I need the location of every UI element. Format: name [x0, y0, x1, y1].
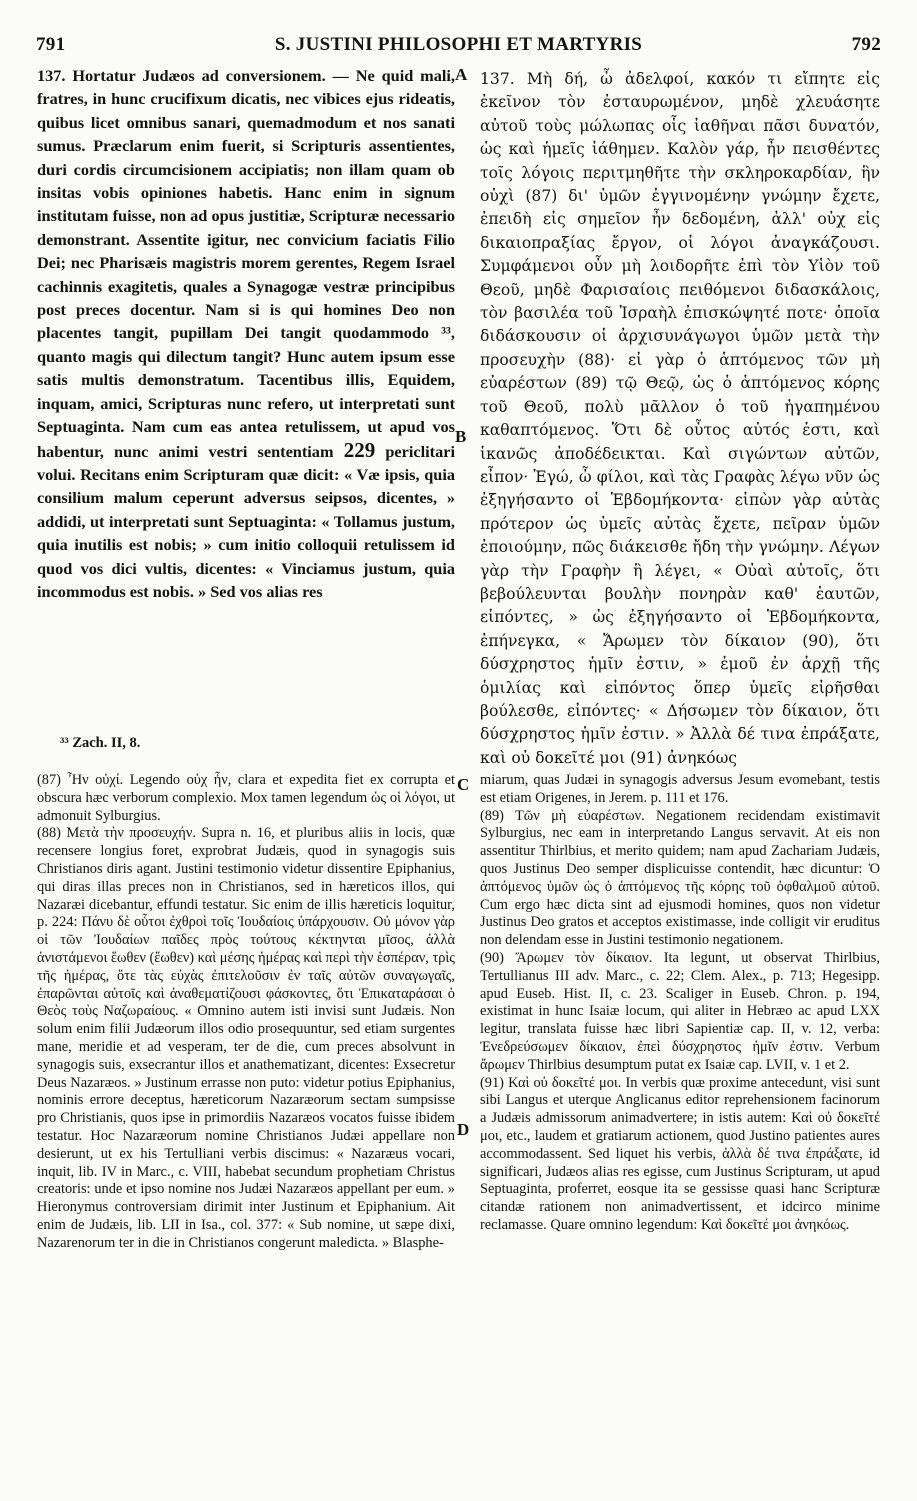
note-90: (90) Ἄρωμεν τὸν δίκαιον. Ita legunt, ut observat Thirlbius, Tertullianus III adv. Marc., c. 22; Clem. Alex., p. 713; Hegesipp. apud Euseb. Hist. II, c. 23. Scaliger in Euseb. Chron. p. 194, existimat in hunc Isaiæ locum, qui aliter in Hebræo ac apud LXX legitur, translata fuisse hæc libri Sapientiæ cap. II, v. 12, verba: Ἐνεδρεύσωμεν δίκαιον, ἐπεὶ δύσχρηστος ἡμῖν ἐστιν. Verbum ἄρωμεν Thirlbius desumptum putat ex Isaiæ cap. LVII, v. 1 et 2. [480, 949, 880, 1073]
margin-letter-a: A [455, 65, 468, 84]
note-91: (91) Καὶ οὐ δοκεῖτέ μοι. In verbis quæ proxime antecedunt, visi sunt sibi Langus et uterque Anglicanus editor reprehensionem facinorum a Judæis admissorum animadvertere; in istis autem: Καὶ οὐ δοκεῖτέ μοι, etc., laudem et gratiarum actionem, quod Justino patientes aures accommodassent. Sed liquet his verbis, ἀλλὰ δέ τινα ἐπράξατε, id significari, Judæos alias res egisse, cum Justinus Scripturam, ut apud Septuaginta, proferret, eosque ita se gessisse quasi hanc Scripturæ citandæ rationem non animadvertissent, et idcirco minime reclamasse. Quare omnino legendum: Καὶ δοκεῖτέ μοι ἀνηκόως. [480, 1074, 880, 1233]
note-89: (89) Τῶν μὴ εὐαρέστων. Negationem recidendam existimavit Sylburgius, nec eam in interpretando Langus servavit. At eis non assentitur Thirlbius, et merito quidem; nam apud Zachariam Judæis, quos Justinus Deo semper displicuisse contendit, hæc dicuntur: Ὁ ἁπτόμενος ὑμῶν ὡς ὁ ἁπτόμενος τῆς κόρης τοῦ ὀφθαλμοῦ αὐτοῦ. Cum ergo hæc dicta sint ad ejusmodi homines, quos non videtur Justinus Deo gratos et acceptos existimasse, inde colligit vir eruditus non delendam esse in Justini testimonio negationem. [480, 807, 880, 949]
note-88-continued: miarum, quas Judæi in synagogis adversus Jesum evomebant, testis est etiam Origenes, in Jerem. p. 111 et 176. [480, 772, 880, 806]
page-number-right: 792 [851, 34, 881, 55]
notes-left-column [37, 772, 455, 1253]
latin-main-text [37, 64, 455, 603]
running-title: S. JUSTINI PHILOSOPHI ET MARTYRIS [274, 34, 643, 55]
margin-letter-b: B [455, 427, 467, 446]
greek-paragraph: 137. Μὴ δή, ὦ ἀδελφοί, κακόν τι εἴπητε εἰς ἐκεῖνον τὸν ἐσταυρωμένον, μηδὲ χλευάσητε αὐτοῦ τοὺς μώλωπας οἷς ἰαθῆναι πᾶσι δυνατόν, ὡς καὶ ἡμεῖς ἰάθημεν. Καλὸν γάρ, ἦν πεισθέντες τοῖς λόγοις περιτμηθῆτε τὴν σκληροκαρδίαν, ἣν οὐχὶ (87) δι' ὑμῶν ἐγγινομένην γνώμην ἔχετε, ἐπειδὴ εἰς σημεῖον ἦν δεδομένη, ἀλλ' οὐχ εἰς δικαιοπραξίας ἔργον, οἱ λόγοι ἀναγκάζουσι. Συμφάμενοι οὖν μὴ λοιδορῆτε ἐπὶ τὸν Υἱὸν τοῦ Θεοῦ, μηδὲ Φαρισαίοις πειθόμενοι διδασκάλοις, τὸν βασιλέα τοῦ Ἰσραὴλ ἐπισκώψητέ ποτε· ὁποῖα διδάσκουσιν οἱ ἀρχισυνάγωγοι ὑμῶν μετὰ τὴν προσευχὴν (88)· εἰ γὰρ ὁ ἁπτόμενος τῶν μὴ εὐαρέστων (89) τῷ Θεῷ, ὡς ὁ ἁπτόμενος κόρης τοῦ Θεοῦ, πολὺ μᾶλλον ὁ τοῦ ἠγαπημένου καθαπτόμενος. Ὅτι δὲ οὗτος αὐτός ἐστι, καὶ ἱκανῶς ἀποδέδεικται. Καὶ σιγώντων αὐτῶν, εἶπον· Ἐγώ, ὦ φίλοι, καὶ τὰς Γραφὰς λέγω νῦν ὡς ἐξηγήσαντο οἱ Ἑβδομήκοντα· εἰπὼν γὰρ αὐτὰς πρότερον ὡς ὑμεῖς αὐτὰς ἔχετε, πεῖραν ὑμῶν ἐποιούμην, πῶς διάκεισθε ἤδη τὴν γνώμην. Λέγων γὰρ τὴν Γραφὴν ἣ λέγει, « Οὐαὶ αὐτοῖς, ὅτι βεβούλευνται βουλὴν πονηρὰν καθ' ἑαυτῶν, εἰπόντες, » ὡς ἐξηγήσαντο οἱ Ἑβδομήκοντα, ἐπήνεγκα, « Ἄρωμεν τὸν δίκαιον (90), ὅτι δύσχρηστος ἡμῖν ἐστιν, » ἐμοῦ ἐν ἀρχῇ τῆς ὁμιλίας καὶ εἰπόντος ὅπερ ὑμεῖς εἰρῆσθαι βούλεσθε, εἰπόντες· « Δήσωμεν τὸν δίκαιον, ὅτι δύσχρηστος ἡμῖν ἐστιν. » Ἀλλὰ δέ τινα ἐπράξατε, καὶ οὐ δοκεῖτέ μοι (91) ἀνηκόως [480, 70, 880, 767]
latin-paragraph-2: periclitari volui. Recitans enim Scripturam quæ dicit: « Væ ipsis, quia consilium malum ceperunt adversus seipsos, dicentes, » addidi, ut interpretati sunt Septuaginta: « Tollamus justum, quia inutilis est nobis; » cum initio colloquii retulissem id quod vos dici vultis, dicentes: « Vinciamus justum, quia incommodus est nobis. » Sed vos alias res [37, 441, 455, 601]
running-header [30, 34, 887, 58]
scripture-footnote: ³³ Zach. II, 8. [60, 735, 141, 751]
section-number: 229 [343, 437, 376, 462]
latin-paragraph-1: 137. Hortatur Judæos ad conversionem. — Ne quid mali, fratres, in hunc crucifixum dicatis, nec vibices ejus rideatis, quibus licet omnibus sanari, quemadmodum et nos sanati sumus. Præclarum enim fuerit, si Scripturis assentientes, duri cordis circumcisionem accipiatis; non illam quam ob insitas vobis opiniones habetis. Hanc enim in signum institutam fuisse, non ad opus justitiæ, Scripturæ necessario demonstrant. Assentite igitur, nec convicium faciatis Filio Dei; nec Pharisæis magistris morem gerentes, Regem Israel cachinnis exagitetis, quales a Synagogæ vestræ principibus post preces docentur. Nam si is qui homines Deo non placentes tangit, pupillam Dei tangit quodammodo ³³, quanto magis qui dilectum tangit? Hunc autem ipsum esse satis multis demonstratum. Tacentibus illis, Equidem, inquam, amici, Scripturas nunc refero, ut interpretati sunt Septuaginta. Nam cum eas antea retulissem, ut apud vos habentur, nunc animi vestri sententiam [37, 66, 455, 461]
notes-right-column [480, 772, 880, 1235]
page-number-left: 791 [36, 34, 66, 55]
margin-letter-c: C [457, 775, 470, 794]
margin-letter-d: D [457, 1120, 470, 1139]
note-88: (88) Μετὰ τὴν προσευχήν. Supra n. 16, et pluribus aliis in locis, quæ recensere longius foret, exprobrat Judæis, quod in synagogis suis Christianos diris agant. Justini testimonio videtur dissentire Epiphanius, qui diras illas preces non in Christianos, sed in hæreticos illos, qui Nazaræi dicebantur, effundi testatur. Sic enim de illis hæreticis loquitur, p. 224: Πάνυ δὲ οὗτοι ἐχθροὶ τοῖς Ἰουδαίοις ὑπάρχουσιν. Οὐ μόνον γὰρ οἱ τῶν Ἰουδαίων παῖδες πρὸς τούτους κέκτηνται μῖσος, ἀλλὰ ἀνιστάμενοι ἕωθεν (ἕωθεν) καὶ μέσης ἡμέρας καὶ περὶ τὴν ἑσπέραν, τρὶς τῆς ἡμέρας, ὅτε τὰς εὐχὰς ἐπιτελοῦσιν ἐν ταῖς αὐτῶν συναγωγαῖς, ἐπαρῶνται αὐτοῖς καὶ ἀναθεματίζουσι φάσκοντες, ὅτι Ἐπικαταράσαι ὁ Θεὸς τοὺς Ναζωραίους. « Omnino autem isti invisi sunt Judæis. Non solum enim filii Judæorum illos odio prosequuntur, sed etiam surgentes mane, meridie et ad vesperam, ter de die, cum preces absolvunt in synagogis suis, exsecrantur illos et anathematizant, dicentes: Exsecretur Deus Nazaræos. » Justinum errasse non puto: videtur potius Epiphanius, nominis errore deceptus, hæreticorum Nazaræorum sectam sumpsisse pro Christianis, quos ipse in primordiis Nazaræos vocatos fuisse ibidem testatur. Hoc Nazaræorum nomine Christianos Judæi appellare non desierunt, ut ex his Tertulliani verbis discimus: « Nazaræus vocari, inquit, lib. IV in Marc., c. VIII, habebat secundum prophetiam Christus creatoris: unde et ipso nomine nos Judæi Nazaræos appellant per eum. » Hieronymus controversiam dirimit inter Justinum et Epiphanium. Ait enim de Judæis, lib. LII in Isa., col. 377: « Sub nomine, ut sæpe dixi, Nazarenorum ter in die in Christianos congerunt maledicta. » Blasphe- [37, 825, 455, 1251]
note-87: (87) Ἦν οὐχί. Legendo οὐχ ἦν, clara et expedita fiet ex corrupta et obscura hæc verborum complexio. Mox tamen legendum ὡς οἱ λόγοι, ut admonuit Sylburgius. [37, 772, 455, 824]
greek-main-text [480, 68, 880, 770]
